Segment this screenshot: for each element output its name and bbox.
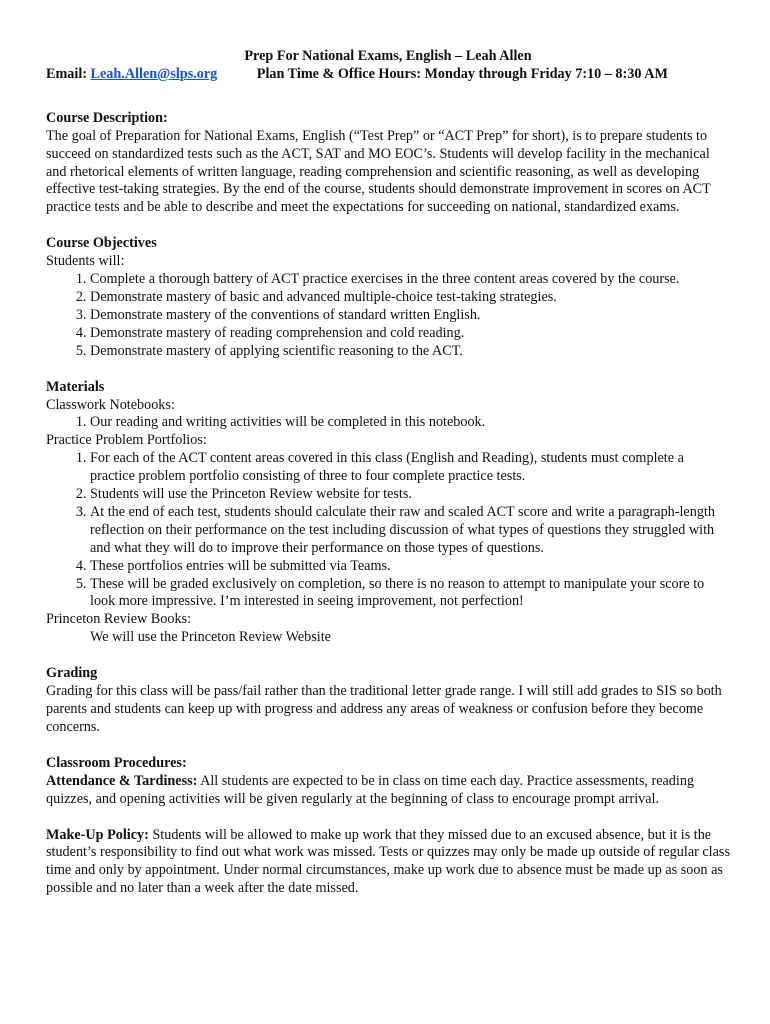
list-item: 5. These will be graded exclusively on completion, so there is no reason to attempt to manipulate your score to look more impressive. I’m interested in seeing improvement, not perfection!	[90, 576, 730, 612]
attendance-text: All students are expected to be in class on time each day. Practice assessments, reading quizzes, and opening activities will be given regularly at the beginning of class to encourage prompt arrival.	[46, 772, 695, 807]
grading-heading: Grading	[46, 665, 98, 682]
list-item: 2. Demonstrate mastery of basic and advanced multiple-choice test-taking strategies.	[90, 289, 730, 307]
makeup-paragraph	[46, 827, 730, 899]
office-hours: Plan Time & Office Hours: Monday through Friday 7:10 – 8:30 AM	[256, 65, 668, 82]
list-item: 4. These portfolios entries will be submitted via Teams.	[90, 558, 730, 576]
course-objectives-heading: Course Objectives	[46, 235, 157, 252]
list-item: 3. Demonstrate mastery of the conventions of standard written English.	[90, 307, 730, 325]
email-label: Email:	[46, 65, 87, 82]
document-page	[46, 48, 730, 898]
objectives-intro: Students will:	[46, 253, 125, 270]
document-title: Prep For National Exams, English – Leah Allen	[244, 48, 532, 64]
course-description-text: The goal of Preparation for National Exams, English (“Test Prep” or “ACT Prep” for short), is to prepare students to succeed on standardized tests such as the ACT, SAT and MO EOC’s. Students will develop facility in the mechanical and rhetorical elements of written language, reading comprehension and scientific reasoning, as well as developing effective test-taking strategies. By the end of the course, students should demonstrate improvement in scores on ACT practice tests and be able to describe and meet the expectations for succeeding on national, standardized exams.	[46, 127, 711, 216]
contact-line	[46, 66, 730, 84]
notebooks-list	[46, 414, 730, 432]
list-item: 5. Demonstrate mastery of applying scientific reasoning to the ACT.	[90, 343, 730, 361]
course-description-heading: Course Description:	[46, 109, 168, 126]
list-item: 1. Our reading and writing activities will be completed in this notebook.	[90, 414, 730, 432]
books-label: Princeton Review Books:	[46, 611, 192, 628]
grading-text: Grading for this class will be pass/fail rather than the traditional letter grade range. I will still add grades to SIS so both parents and students can keep up with progress and address any areas of weakness or confusion before they become concerns.	[46, 683, 722, 735]
procedures-heading: Classroom Procedures:	[46, 754, 187, 771]
makeup-text: Students will be allowed to make up work that they missed due to an excused absence, but it is the student’s responsibility to find out what work was missed. Tests or quizzes may only be made up outside of regular class time and only by appointment. Under normal circumstances, make up work due to absence must be made up as soon as possible and no later than a week after the date missed.	[46, 826, 730, 897]
objectives-list	[46, 271, 730, 361]
list-item: 4. Demonstrate mastery of reading comprehension and cold reading.	[90, 325, 730, 343]
portfolios-list	[46, 450, 730, 611]
list-item: 3. At the end of each test, students should calculate their raw and scaled ACT score and write a paragraph-length reflection on their performance on the test including discussion of what types of questions they struggled with and what they will do to improve their performance on those types of questions.	[90, 504, 730, 558]
makeup-label: Make-Up Policy:	[46, 826, 149, 843]
list-item: 2. Students will use the Princeton Review website for tests.	[90, 486, 730, 504]
materials-heading: Materials	[46, 378, 105, 395]
list-item: 1. For each of the ACT content areas covered in this class (English and Reading), students must complete a practice problem portfolio consisting of three to four complete practice tests.	[90, 450, 730, 486]
books-text: We will use the Princeton Review Website	[90, 629, 331, 646]
attendance-label: Attendance & Tardiness:	[46, 772, 198, 789]
portfolios-label: Practice Problem Portfolios:	[46, 432, 207, 449]
email-link[interactable]: Leah.Allen@slps.org	[90, 65, 218, 82]
list-item: 1. Complete a thorough battery of ACT practice exercises in the three content areas covered by the course.	[90, 271, 730, 289]
notebooks-label: Classwork Notebooks:	[46, 396, 175, 413]
attendance-paragraph	[46, 773, 730, 809]
